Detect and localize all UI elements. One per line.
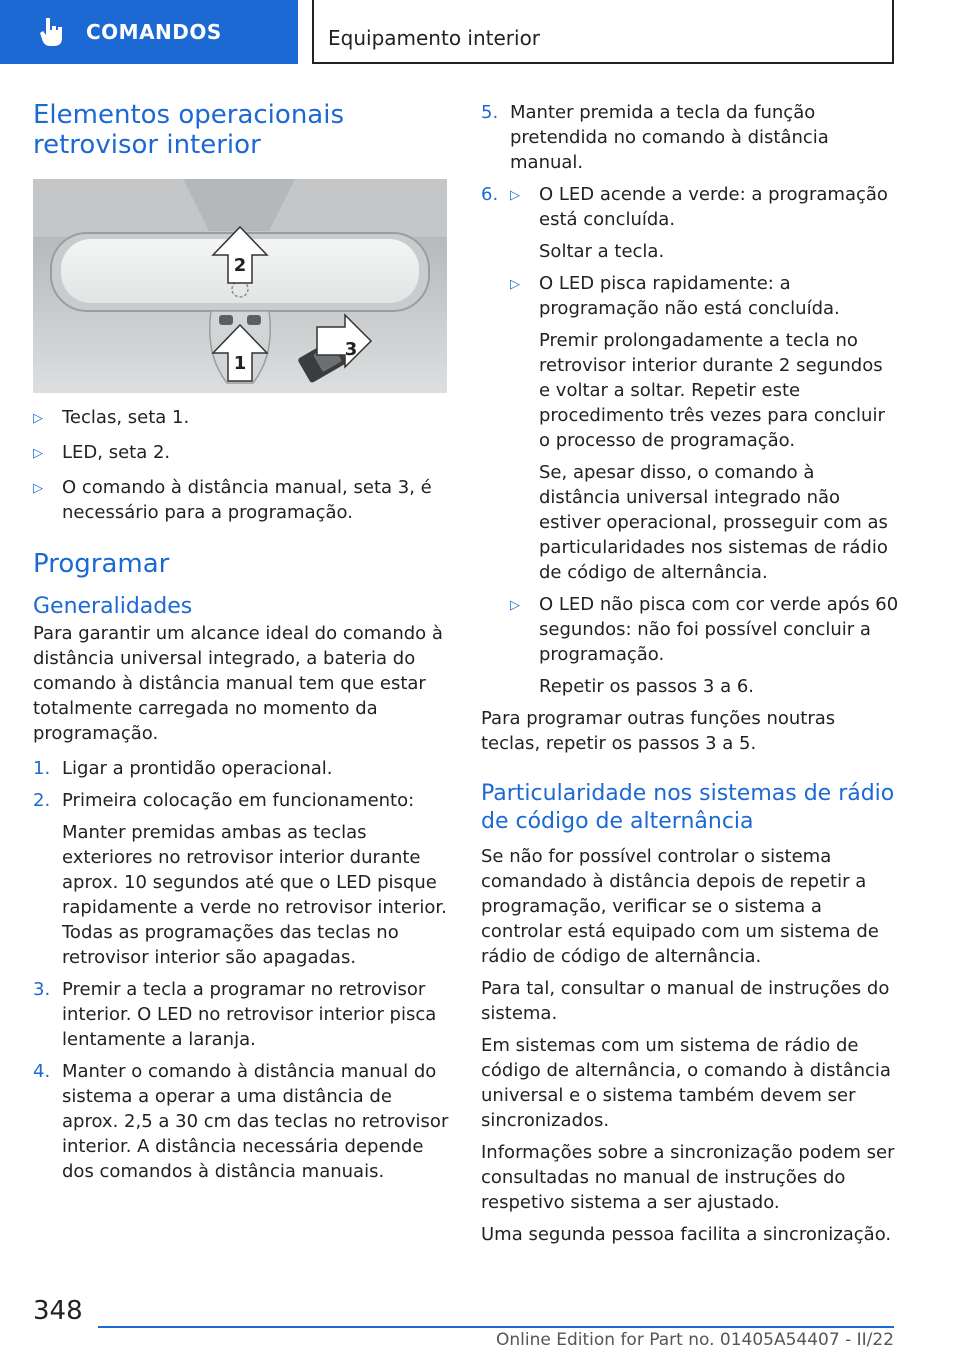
triangle-bullet-icon: ▷ — [510, 277, 520, 292]
general-title: Generalidades — [33, 594, 193, 619]
step-item: 2. Primeira colocação em funcionamento: — [33, 790, 415, 811]
triangle-bullet-icon: ▷ — [33, 411, 43, 426]
sub-continuation: Premir prolongadamente a tecla no retrovisor interior durante 2 segundos e voltar a soltar. Repetir este procedimento três vezes para concluir o processo de programação. — [539, 330, 885, 451]
step-item: 5. Manter premida a tecla da função pretendida no comando à distância manual. — [481, 102, 829, 173]
list-item: ▷ O comando à distância manual, seta 3, é necessário para a programação. — [33, 477, 432, 523]
sub-item: ▷ O LED pisca rapidamente: a programação não está concluída. — [510, 273, 840, 319]
rolling-paragraph: Para tal, consultar o manual de instruções do sistema. — [481, 978, 890, 1024]
rolling-paragraph: Se não for possível controlar o sistema comandado à distância depois de repetir a programação, verificar se o sistema a controlar está equipado com um sistema de rádio de código de alternância. — [481, 846, 879, 967]
triangle-bullet-icon: ▷ — [510, 598, 520, 613]
edition-note: Online Edition for Part no. 01405A54407 - II/22 — [495, 1330, 894, 1350]
hand-pointer-icon — [34, 14, 70, 50]
list-item: ▷ Teclas, seta 1. — [33, 405, 449, 431]
step-item: 1. Ligar a prontidão operacional. — [33, 758, 333, 779]
chapter-header — [312, 0, 894, 64]
rolling-paragraph: Uma segunda pessoa facilita a sincronização. — [481, 1224, 892, 1245]
triangle-bullet-icon: ▷ — [510, 188, 520, 203]
general-text: Para garantir um alcance ideal do comando à distância universal integrado, a bateria do comando à distância manual tem que estar totalmente carregada no momento da programação. — [33, 623, 443, 744]
rolling-paragraph: Informações sobre a sincronização podem ser consultadas no manual de instruções do respetivo sistema a ser ajustado. — [481, 1142, 895, 1213]
figure-label-1: 1 — [233, 353, 247, 374]
footer-divider — [98, 1326, 894, 1328]
step-item: 6. ▷ O LED acende a verde: a programação está concluída. — [481, 184, 888, 230]
program-title: Programar — [33, 549, 170, 579]
step-item: 3. Premir a tecla a programar no retrovisor interior. O LED no retrovisor interior pisca lentamente a laranja. — [33, 979, 437, 1050]
mirror-controls-title: Elementos operacionais retrovisor interior — [33, 100, 344, 160]
chapter-title: Equipamento interior — [328, 26, 541, 50]
rolling-code-title: Particularidade nos sistemas de rádio de código de alternância — [481, 781, 895, 834]
sub-item: ▷ O LED não pisca com cor verde após 60 segundos: não foi possível concluir a programação. — [510, 594, 899, 665]
section-tab — [0, 0, 298, 64]
figure-label-3: 3 — [344, 339, 358, 360]
rolling-paragraph: Em sistemas com um sistema de rádio de código de alternância, o comando à distância universal e o sistema também devem ser sincronizados. — [481, 1035, 891, 1131]
sub-continuation: Se, apesar disso, o comando à distância universal integrado não estiver operacional, prosseguir com as particularidades nos sistemas de rádio de código de alternância. — [539, 462, 888, 583]
triangle-bullet-icon: ▷ — [33, 446, 43, 461]
sub-continuation: Soltar a tecla. — [539, 241, 665, 262]
sub-continuation: Repetir os passos 3 a 6. — [539, 676, 754, 697]
step-item: 4. Manter o comando à distância manual do sistema a operar a uma distância de aprox. 2,5 a 30 cm das teclas no retrovisor interior. A distância necessária depende dos comandos à distância manuais. — [33, 1061, 449, 1182]
list-item: ▷ LED, seta 2. — [33, 440, 449, 466]
rearview-mirror-illustration — [33, 179, 447, 393]
section-title: COMANDOS — [86, 20, 222, 44]
triangle-bullet-icon: ▷ — [33, 481, 43, 496]
left-column — [33, 100, 449, 1191]
other-keys-text: Para programar outras funções noutras teclas, repetir os passos 3 a 5. — [481, 708, 836, 754]
right-column — [481, 100, 899, 1254]
page-number: 348 — [33, 1296, 83, 1326]
step-continuation: Manter premidas ambas as teclas exteriores no retrovisor interior durante aprox. 10 segundos até que o LED pisque rapidamente a verde no retrovisor interior. Todas as programações das teclas no retrovisor interior são apagadas. — [62, 822, 447, 968]
figure-label-2: 2 — [233, 255, 247, 276]
